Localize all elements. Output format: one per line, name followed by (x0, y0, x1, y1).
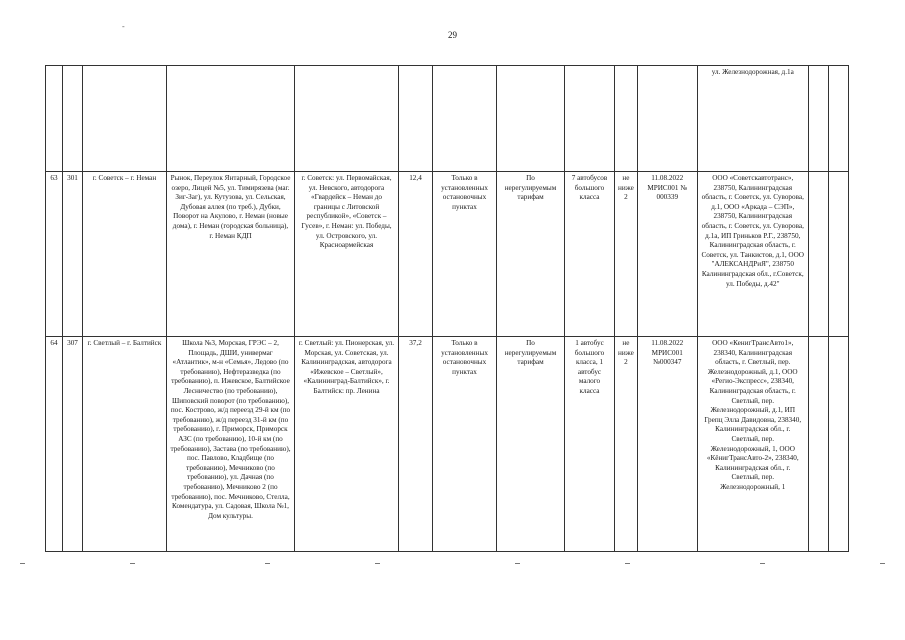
length-cell: 12,4 (399, 172, 433, 337)
eco-class-cell: не ниже 2 (615, 337, 638, 552)
page-number: 29 (448, 30, 457, 40)
length-cell: 37,2 (399, 337, 433, 552)
stop-order-cell: Только в установленных остановочных пунктах (433, 337, 497, 552)
eco-class-cell: не ниже 2 (615, 172, 638, 337)
empty-cell (808, 337, 828, 552)
carrier-cell: ООО «Советскавтотранс», 238750, Калининградская область, г. Советск, ул. Суворова, д.1, ООО «Аркада – СЭП», 238750, Калининградская область, г. Советск, ул. Суворова, д.1а, ИП Гриньков Р.Г., 238750, Калининградская область, г. Советск, ул. Танкистов, д.1, ООО "АЛЕКСАНДРиЯ", 238750 Калининградская обл., г.Советск, ул. Победы, д.42" (697, 172, 808, 337)
routes-table (45, 65, 849, 552)
route-name-cell: г. Советск – г. Неман (83, 172, 167, 337)
route-number-cell: 307 (63, 337, 83, 552)
route-number-cell: 301 (63, 172, 83, 337)
empty-cell (828, 337, 848, 552)
table-row (46, 337, 849, 552)
row-number-cell: 64 (46, 337, 63, 552)
route-name-cell: г. Светлый – г. Балтийск (83, 337, 167, 552)
empty-cell (828, 172, 848, 337)
vehicles-cell: 7 автобусов большого класса (565, 172, 615, 337)
routes-table-container (45, 65, 849, 552)
stops-cell: Рынок, Переулок Янтарный, Городское озеро, Лицей №5, ул. Тимирязева (маг. Зиг-Заг), ул. Кутузова, ул. Сельская, Дубовая аллея (по треб.), Дубки, Поворот на Акулово, г. Неман (новые дома), г. Неман (городская больница), г. Неман КДП (167, 172, 295, 337)
scan-mark: ‐ (122, 22, 125, 31)
date-cert-cell: 11.08.2022 МРИС001 № 000339 (637, 172, 697, 337)
scan-edge-marks (0, 563, 905, 569)
table-row-carryover (46, 66, 849, 172)
tariff-cell: По нерегулируемым тарифам (497, 337, 565, 552)
table-row (46, 172, 849, 337)
date-cert-cell: 11.08.2022 МРИС001 №000347 (637, 337, 697, 552)
row-number-cell: 63 (46, 172, 63, 337)
streets-cell: г. Светлый: ул. Пионерская, ул. Морская, ул. Советская, ул. Калининградская, автодорога «Ижевское – Светлый», «Калининград-Балтийск», г. Балтийск: пр. Ленина (295, 337, 399, 552)
vehicles-cell: 1 автобус большого класса, 1 автобус малого класса (565, 337, 615, 552)
stops-cell: Школа №3, Морская, ГРЭС – 2, Площадь, ДШИ, универмаг «Атлантик», м-н «Семья», Ледово (по требованию), Нефтеразведка (по требованию), п. Ижевское, Балтийское Лесничество (по требованию), Шиповский поворот (по требованию), пос. Кострово, ж/д переезд 29-й км (по требованию), ж/д переезд 31-й км (по требованию), г. Приморск, Приморск АЗС (по требованию), 10-й км (по требованию), Застава (по требованию), пос. Павлово, Кладбище (по требованию), Мечниково (по требованию), ул. Дачная (по требованию), Мечниково 2 (по требованию), пос. Мечниково, Стелла, Комендатура, ул. Садовая, Школа №1, Дом культуры. (167, 337, 295, 552)
tariff-cell: По нерегулируемым тарифам (497, 172, 565, 337)
streets-cell: г. Советск: ул. Первомайская, ул. Невского, автодорога «Гвардейск – Неман до границы с Литовской республикой», «Советск – Гусев», г. Неман: ул. Победы, ул. Островского, ул. Красноармейская (295, 172, 399, 337)
empty-cell (808, 172, 828, 337)
carryover-carrier-cell: ул. Железнодорожная, д.1а (697, 66, 808, 172)
stop-order-cell: Только в установленных остановочных пунктах (433, 172, 497, 337)
carrier-cell: ООО «КенигТрансАвто1», 238340, Калининградская область, г. Светлый, пер. Железнодорожный, д.1, ООО «Регио-Экспресс», 238340, Калининградская область, г. Светлый, пер. Железнодорожный, д.1, ИП Грепц Элла Давидовна, 238340, Калининградская обл., г. Светлый, пер. Железнодорожный, 1, ООО «КёнигТрансАвто-2», 238340, Калининградская обл., г. Светлый, пер. Железнодорожный, 1 (697, 337, 808, 552)
